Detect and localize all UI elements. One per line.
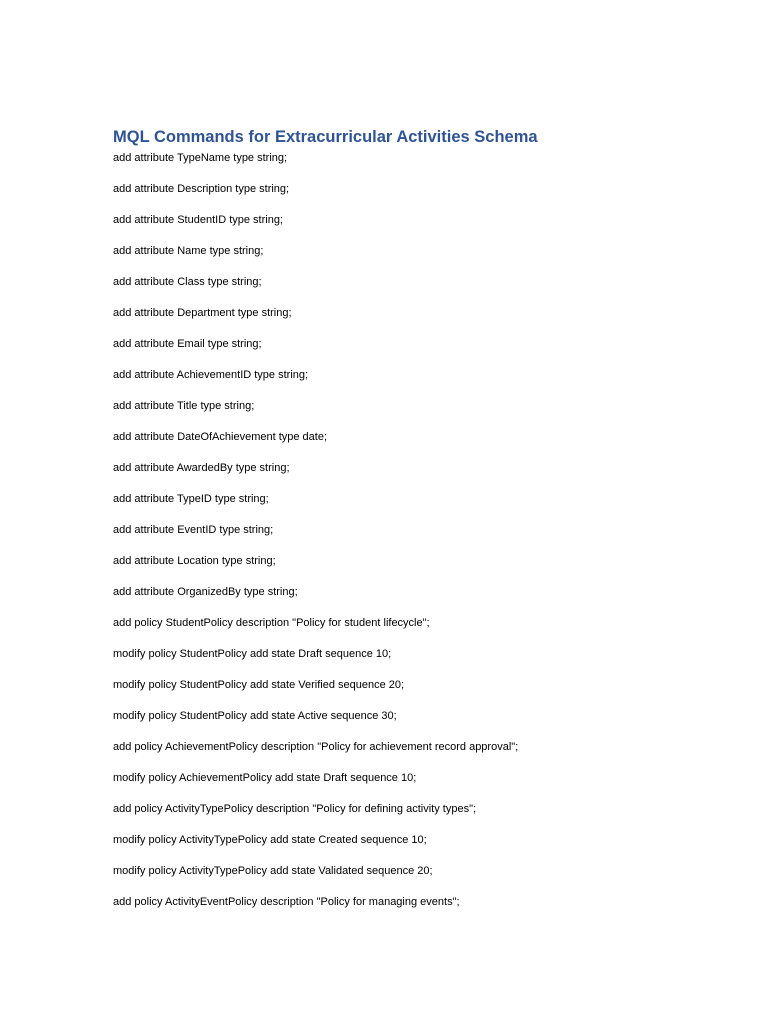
- command-line: add attribute TypeName type string;: [113, 152, 288, 164]
- command-line: add attribute Title type string;: [113, 400, 255, 412]
- command-line: add attribute Description type string;: [113, 183, 290, 195]
- command-line: modify policy StudentPolicy add state Draft sequence 10;: [113, 648, 392, 660]
- command-line: add attribute Department type string;: [113, 307, 292, 319]
- command-line: add attribute OrganizedBy type string;: [113, 586, 298, 598]
- command-line: add attribute Email type string;: [113, 338, 262, 350]
- command-line: add attribute DateOfAchievement type date;: [113, 431, 328, 443]
- command-line: add policy ActivityTypePolicy description "Policy for defining activity types";: [113, 803, 477, 815]
- command-line: add policy AchievementPolicy description "Policy for achievement record approval";: [113, 741, 519, 753]
- command-line: add attribute Location type string;: [113, 555, 276, 567]
- command-line: add policy ActivityEventPolicy description "Policy for managing events";: [113, 896, 460, 908]
- command-line: add attribute AwardedBy type string;: [113, 462, 290, 474]
- command-line: modify policy StudentPolicy add state Active sequence 30;: [113, 710, 397, 722]
- command-list: [113, 150, 733, 925]
- command-line: add policy StudentPolicy description "Policy for student lifecycle";: [113, 617, 430, 629]
- command-line: add attribute AchievementID type string;: [113, 369, 309, 381]
- command-line: add attribute EventID type string;: [113, 524, 274, 536]
- command-line: modify policy StudentPolicy add state Verified sequence 20;: [113, 679, 405, 691]
- document-title: MQL Commands for Extracurricular Activities Schema: [113, 128, 538, 146]
- command-line: add attribute TypeID type string;: [113, 493, 269, 505]
- document-page: [113, 124, 733, 925]
- command-line: modify policy ActivityTypePolicy add state Validated sequence 20;: [113, 865, 433, 877]
- command-line: add attribute Name type string;: [113, 245, 264, 257]
- command-line: modify policy AchievementPolicy add state Draft sequence 10;: [113, 772, 417, 784]
- command-line: add attribute Class type string;: [113, 276, 262, 288]
- command-line: add attribute StudentID type string;: [113, 214, 283, 226]
- command-line: modify policy ActivityTypePolicy add state Created sequence 10;: [113, 834, 427, 846]
